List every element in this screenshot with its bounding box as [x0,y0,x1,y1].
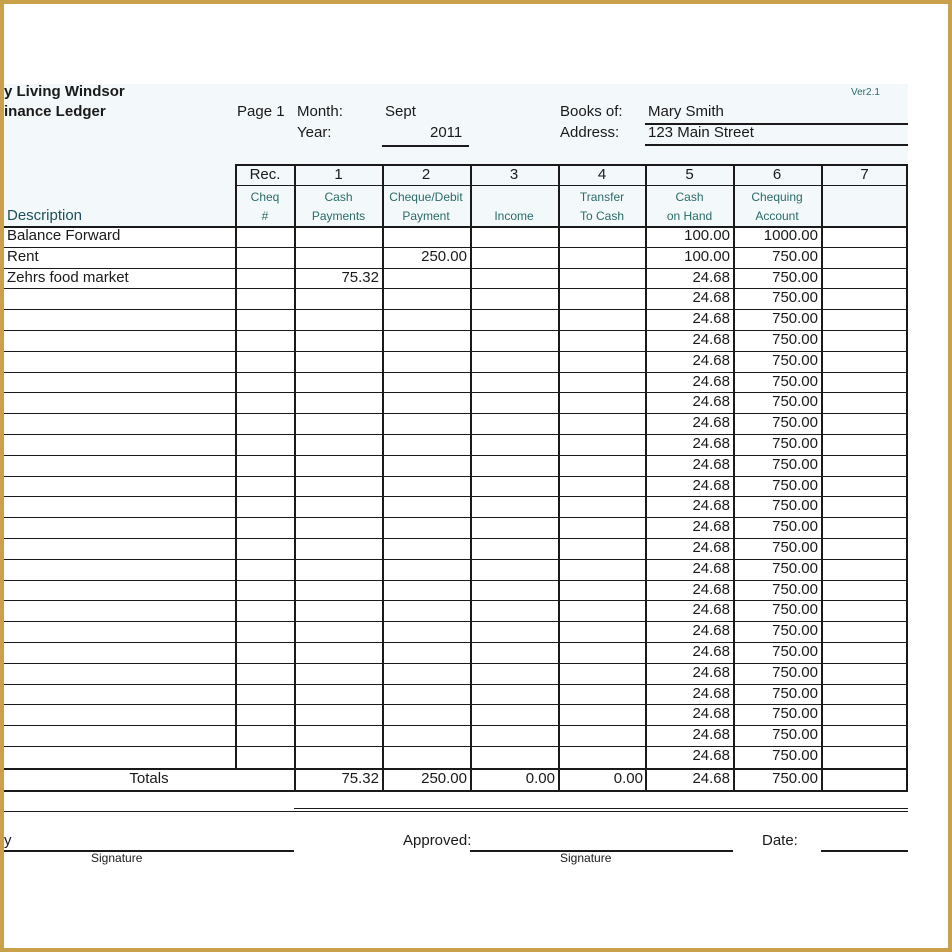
row-cash-on-hand[interactable]: 24.68 [692,664,730,681]
row-chequing-account[interactable]: 750.00 [772,352,818,369]
row-chequing-account[interactable]: 750.00 [772,726,818,743]
cheq-header-bottom: # [261,209,269,223]
row-cash-on-hand[interactable]: 24.68 [692,414,730,431]
address-label: Address: [560,124,620,141]
totals-transfer: 0.00 [613,770,643,787]
row-chequing-account[interactable]: 750.00 [772,643,818,660]
row-cash-on-hand[interactable]: 24.68 [692,705,730,722]
col-number-6: 6 [772,166,782,183]
cheque-debit-header-bottom: Payment [402,209,450,223]
cash-payments-header-top: Cash [324,190,353,204]
row-cash-on-hand[interactable]: 24.68 [692,393,730,410]
row-cash-on-hand[interactable]: 24.68 [692,685,730,702]
ledger-title-line2: inance Ledger [4,103,106,120]
cheque-debit-header-top: Cheque/Debit [389,190,463,204]
row-cash-on-hand[interactable]: 24.68 [692,331,730,348]
totals-label: Totals [129,770,169,787]
prepared-by-label: y [4,832,12,849]
version-label: Ver2.1 [851,87,880,98]
totals-cash: 75.32 [341,770,379,787]
row-cash-on-hand[interactable]: 24.68 [692,581,730,598]
signature-line-1[interactable] [4,850,294,852]
row-chequing-account[interactable]: 750.00 [772,497,818,514]
cash-on-hand-header-bottom: on Hand [666,209,713,223]
approved-label: Approved: [403,832,472,849]
row-description[interactable]: Balance Forward [7,227,121,244]
row-cash-on-hand[interactable]: 24.68 [692,497,730,514]
row-chequing-account[interactable]: 750.00 [772,685,818,702]
row-chequing-account[interactable]: 750.00 [772,248,818,265]
income-header: Income [494,209,534,223]
books-of-label: Books of: [560,103,623,120]
month-label: Month: [297,103,343,120]
signature-caption-1: Signature [91,851,143,865]
row-cash-on-hand[interactable]: 24.68 [692,560,730,577]
row-cash-on-hand[interactable]: 24.68 [692,456,730,473]
row-chequing-account[interactable]: 750.00 [772,477,818,494]
row-chequing-account[interactable]: 750.00 [772,456,818,473]
row-chequing-account[interactable]: 750.00 [772,373,818,390]
row-cash-on-hand[interactable]: 100.00 [684,227,730,244]
column-border [558,164,560,790]
row-chequing-account[interactable]: 750.00 [772,747,818,764]
row-cash-on-hand[interactable]: 24.68 [692,310,730,327]
row-cash-on-hand[interactable]: 24.68 [692,539,730,556]
cheq-header-top: Cheq [250,190,280,204]
page-label: Page 1 [237,103,285,120]
chequing-header-top: Chequing [751,190,803,204]
row-cheque-payment[interactable]: 250.00 [421,248,467,265]
row-cash-on-hand[interactable]: 24.68 [692,269,730,286]
row-chequing-account[interactable]: 750.00 [772,622,818,639]
col-number-4: 4 [597,166,607,183]
year-value[interactable]: 2011 [430,124,463,141]
row-cash-on-hand[interactable]: 24.68 [692,747,730,764]
col-number-1: 1 [334,166,343,183]
row-cash-on-hand[interactable]: 24.68 [692,518,730,535]
row-chequing-account[interactable]: 750.00 [772,664,818,681]
rec-header: Rec. [249,166,281,183]
cash-on-hand-header-top: Cash [675,190,704,204]
row-description[interactable]: Zehrs food market [7,269,129,286]
signature-caption-2: Signature [560,851,612,865]
row-cash-on-hand[interactable]: 24.68 [692,352,730,369]
column-border [821,164,823,790]
row-chequing-account[interactable]: 750.00 [772,331,818,348]
row-cash-on-hand[interactable]: 24.68 [692,289,730,306]
row-cash-on-hand[interactable]: 24.68 [692,726,730,743]
row-cash-payment[interactable]: 75.32 [341,269,379,286]
row-chequing-account[interactable]: 750.00 [772,539,818,556]
column-border [294,164,296,790]
column-number-divider [235,185,907,186]
col-number-7: 7 [860,166,869,183]
row-chequing-account[interactable]: 750.00 [772,393,818,410]
row-chequing-account[interactable]: 750.00 [772,289,818,306]
totals-double-line-a [294,808,908,809]
row-cash-on-hand[interactable]: 24.68 [692,435,730,452]
col-number-5: 5 [685,166,694,183]
col-number-3: 3 [509,166,519,183]
row-chequing-account[interactable]: 750.00 [772,435,818,452]
col-number-2: 2 [421,166,431,183]
row-chequing-account[interactable]: 750.00 [772,414,818,431]
cash-payments-header-bottom: Payments [311,209,366,223]
row-chequing-account[interactable]: 750.00 [772,518,818,535]
row-chequing-account[interactable]: 750.00 [772,269,818,286]
date-label: Date: [762,832,798,849]
totals-income: 0.00 [525,770,555,787]
totals-double-line-b [4,811,908,812]
totals-onhand: 24.68 [692,770,730,787]
chequing-header-bottom: Account [755,209,799,223]
row-cash-on-hand[interactable]: 24.68 [692,643,730,660]
month-value[interactable]: Sept [385,103,416,120]
row-description[interactable]: Rent [7,248,39,265]
row-chequing-account[interactable]: 750.00 [772,310,818,327]
row-chequing-account[interactable]: 1000.00 [763,227,818,244]
description-header: Description [7,207,83,224]
row-cash-on-hand[interactable]: 24.68 [692,373,730,390]
row-cash-on-hand[interactable]: 24.68 [692,622,730,639]
ledger-title-line1: y Living Windsor [4,83,125,100]
totals-bottom-border [4,790,907,792]
row-cash-on-hand[interactable]: 24.68 [692,601,730,618]
books-of-value[interactable]: Mary Smith [648,103,724,120]
address-value[interactable]: 123 Main Street [648,124,754,141]
column-border [470,164,472,790]
date-line[interactable] [821,850,908,852]
row-cash-on-hand[interactable]: 24.68 [692,477,730,494]
totals-cheque: 250.00 [421,770,467,787]
row-chequing-account[interactable]: 750.00 [772,581,818,598]
address-underline [645,144,908,146]
header-shade [4,84,908,226]
row-chequing-account[interactable]: 750.00 [772,705,818,722]
row-cash-on-hand[interactable]: 100.00 [684,248,730,265]
transfer-header-bottom: To Cash [579,209,625,223]
rec-column-left-border [235,164,237,768]
table-right-border [906,164,908,792]
year-label: Year: [297,124,332,141]
transfer-header-top: Transfer [579,190,625,204]
row-chequing-account[interactable]: 750.00 [772,560,818,577]
row-chequing-account[interactable]: 750.00 [772,601,818,618]
totals-chequing: 750.00 [772,770,818,787]
year-underline [382,145,469,147]
